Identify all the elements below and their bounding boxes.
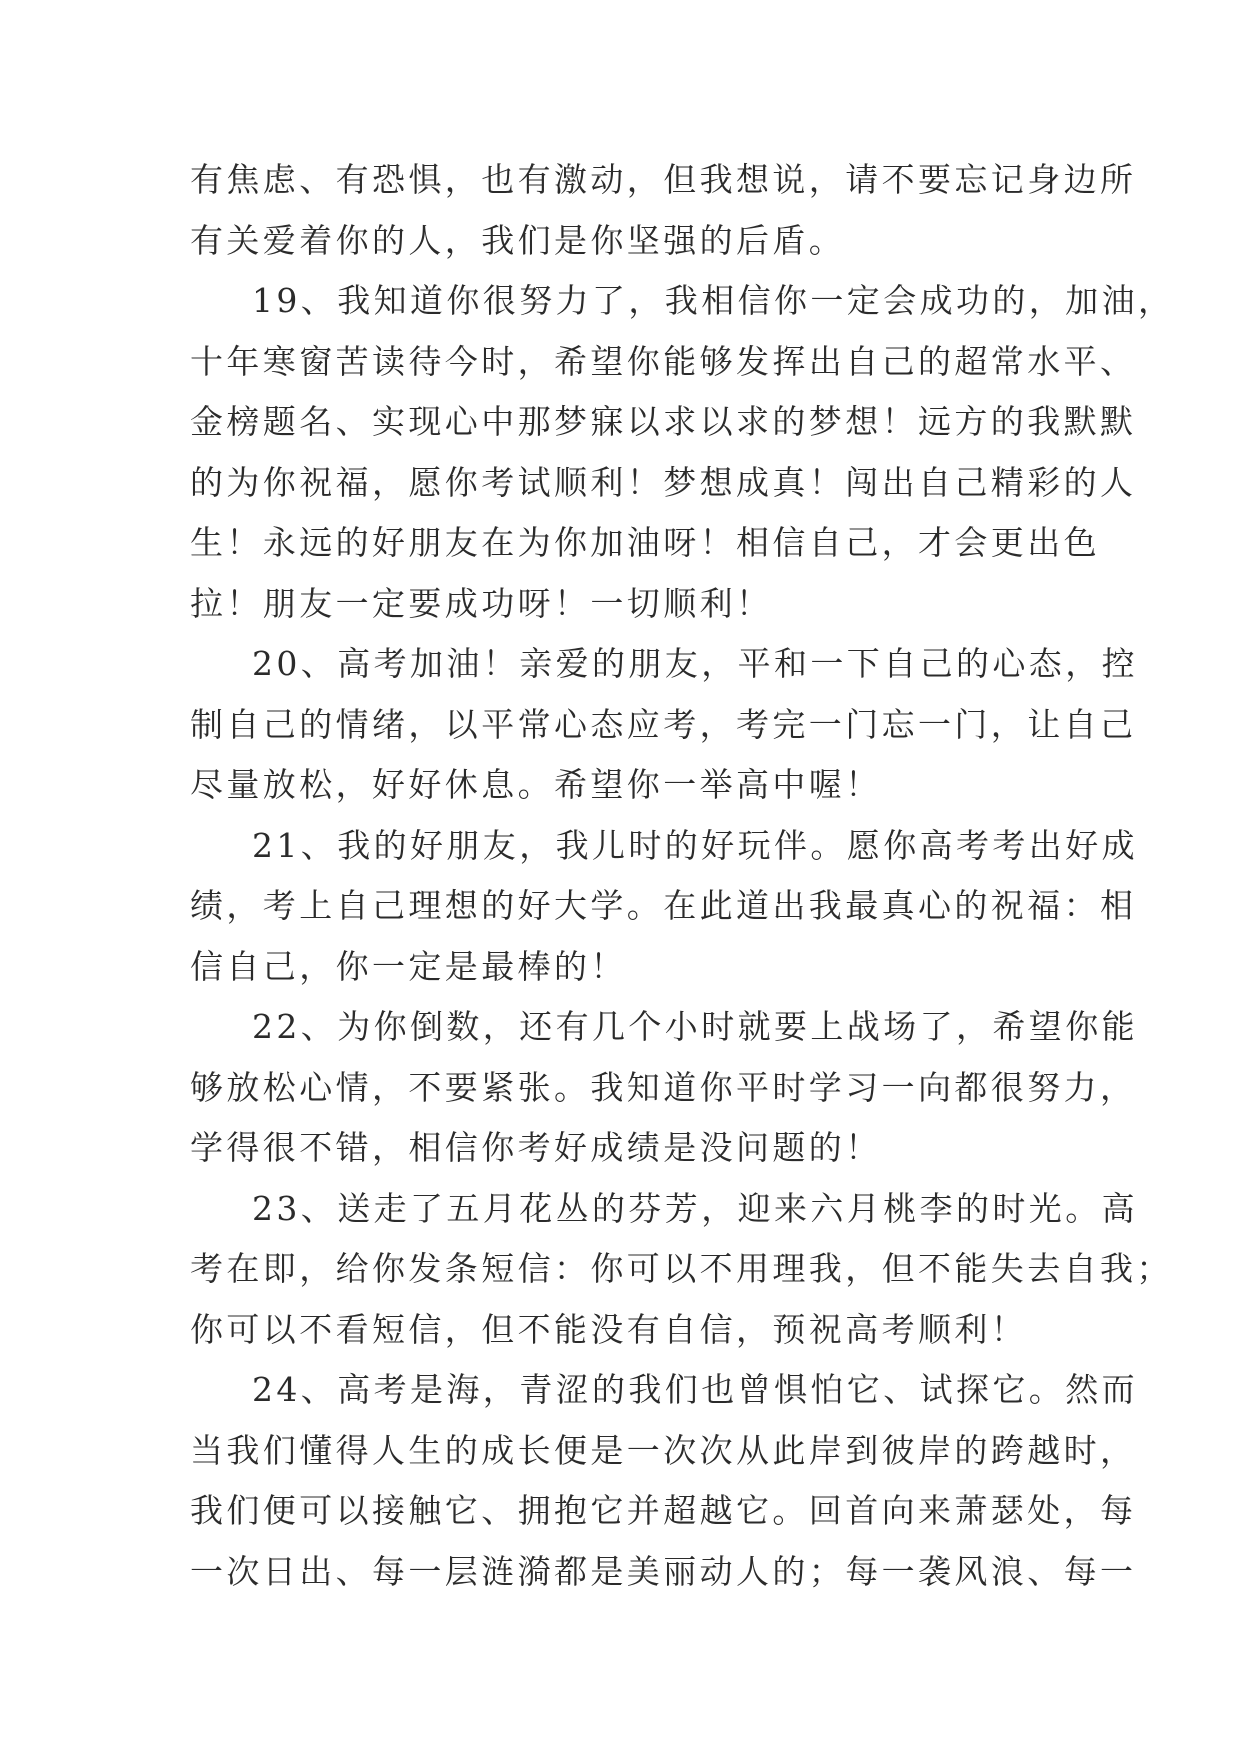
document-body bbox=[190, 150, 1175, 1602]
text-line: 十年寒窗苦读待今时，希望你能够发挥出自己的超常水平、 bbox=[190, 341, 1137, 381]
paragraph-first-line: 19、我知道你很努力了，我相信你一定会成功的，加油， bbox=[252, 281, 1175, 320]
text-line: 够放松心情，不要紧张。我知道你平时学习一向都很努力， bbox=[190, 1067, 1137, 1107]
text-line: 有焦虑、有恐惧，也有激动，但我想说，请不要忘记身边所 bbox=[190, 160, 1137, 199]
text-line: 你可以不看短信，但不能没有自信，预祝高考顺利！ bbox=[190, 1309, 1028, 1349]
text-line: 尽量放松，好好休息。希望你一举高中喔！ bbox=[190, 765, 882, 804]
text-line: 一次日出、每一层涟漪都是美丽动人的；每一袭风浪、每一 bbox=[190, 1551, 1137, 1591]
text-line: 有关爱着你的人，我们是你坚强的后盾。 bbox=[190, 220, 846, 260]
text-line: 生！永远的好朋友在为你加油呀！相信自己，才会更出色 bbox=[190, 523, 1100, 562]
text-line: 信自己，你一定是最棒的！ bbox=[190, 946, 627, 986]
text-line: 当我们懂得人生的成长便是一次次从此岸到彼岸的跨越时， bbox=[190, 1430, 1137, 1470]
text-line: 金榜题名、实现心中那梦寐以求以求的梦想！远方的我默默 bbox=[190, 402, 1137, 441]
paragraph-first-line: 20、高考加油！亲爱的朋友，平和一下自己的心态，控 bbox=[252, 644, 1138, 683]
text-line: 拉！朋友一定要成功呀！一切顺利！ bbox=[190, 583, 773, 623]
text-line: 的为你祝福，愿你考试顺利！梦想成真！闯出自己精彩的人 bbox=[190, 462, 1137, 502]
text-line: 绩，考上自己理想的好大学。在此道出我最真心的祝福：相 bbox=[190, 886, 1137, 925]
text-line: 制自己的情绪，以平常心态应考，考完一门忘一门，让自己 bbox=[190, 704, 1137, 744]
text-line: 我们便可以接触它、拥抱它并超越它。回首向来萧瑟处，每 bbox=[190, 1491, 1137, 1530]
paragraph-first-line: 24、高考是海，青涩的我们也曾惧怕它、试探它。然而 bbox=[252, 1370, 1138, 1409]
paragraph-first-line: 21、我的好朋友，我儿时的好玩伴。愿你高考考出好成 bbox=[252, 825, 1138, 865]
text-line: 学得很不错，相信你考好成绩是没问题的！ bbox=[190, 1128, 882, 1167]
paragraph-first-line: 22、为你倒数，还有几个小时就要上战场了，希望你能 bbox=[252, 1007, 1138, 1046]
paragraph-first-line: 23、送走了五月花丛的芬芳，迎来六月桃李的时光。高 bbox=[252, 1188, 1138, 1228]
text-line: 考在即，给你发条短信：你可以不用理我，但不能失去自我； bbox=[190, 1249, 1173, 1288]
